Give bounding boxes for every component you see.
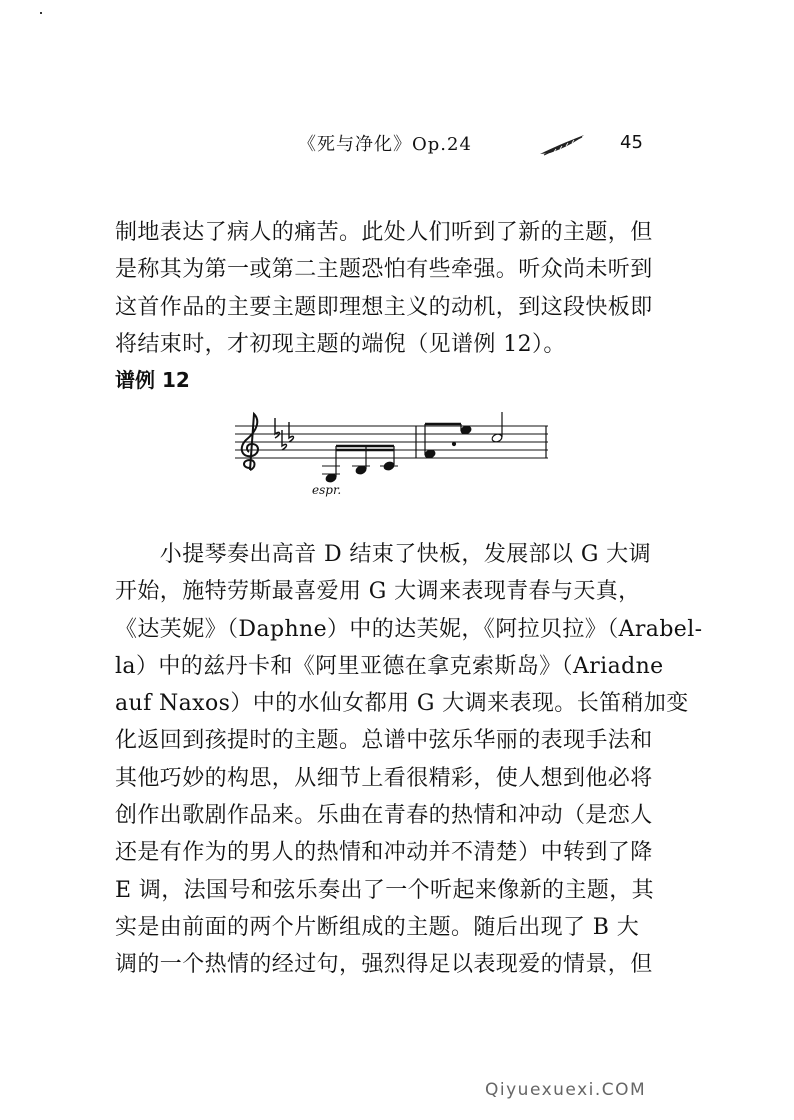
text-line: 是称其为第一或第二主题恐怕有些牵强。听众尚未听到 [115, 257, 653, 283]
scan-mark [40, 12, 42, 14]
text-line: 小提琴奏出高音 D 结束了快板，发展部以 G 大调 [115, 542, 651, 567]
quill-ornament-icon [538, 132, 588, 158]
text-line: auf Naxos）中的水仙女都用 G 大调来表现。长笛稍加变 [115, 691, 689, 717]
text-line: 创作出歌剧作品来。乐曲在青春的热情和冲动（是恋人 [115, 803, 653, 829]
text-line: 制地表达了病人的痛苦。此处人们听到了新的主题，但 [115, 220, 653, 245]
text-line: E 调，法国号和弦乐奏出了一个听起来像新的主题，其 [115, 877, 655, 903]
text-line: la）中的兹丹卡和《阿里亚德在拿克索斯岛》（Ariadne [115, 653, 664, 679]
text-line: 实是由前面的两个片断组成的主题。随后出现了 B 大 [115, 914, 640, 940]
page-number: 45 [620, 132, 643, 153]
watermark: Qiyuexuexi.COM [485, 1080, 647, 1100]
notes [325, 412, 503, 483]
text-line: 将结束时，才初现主题的端倪（见谱例 12）。 [115, 331, 566, 357]
paragraph-1 [115, 214, 670, 363]
text-line: 还是有作为的男人的热情和冲动并不清楚）中转到了降 [115, 840, 653, 866]
running-header [298, 130, 658, 160]
text-line: 化返回到孩提时的主题。总谱中弦乐华丽的表现手法和 [115, 728, 653, 754]
paragraph-2 [115, 536, 703, 984]
header-title: 《死与净化》Op.24 [298, 134, 472, 155]
text-line: 《达芙妮》（Daphne）中的达芙妮，《阿拉贝拉》（Arabel- [115, 616, 703, 642]
text-line: 开始，施特劳斯最喜爱用 G 大调来表现青春与天真， [115, 579, 641, 605]
text-line: 调的一个热情的经过句，强烈得足以表现爱的情景，但 [115, 952, 653, 978]
music-example [230, 408, 560, 498]
example-label: 谱例 12 [115, 368, 190, 392]
text-line: 其他巧妙的构思，从细节上看很精彩，使人想到他必将 [115, 765, 653, 791]
text-line: 这首作品的主要主题即理想主义的动机，到这段快板即 [115, 294, 653, 320]
expression-mark: espr. [312, 483, 342, 497]
